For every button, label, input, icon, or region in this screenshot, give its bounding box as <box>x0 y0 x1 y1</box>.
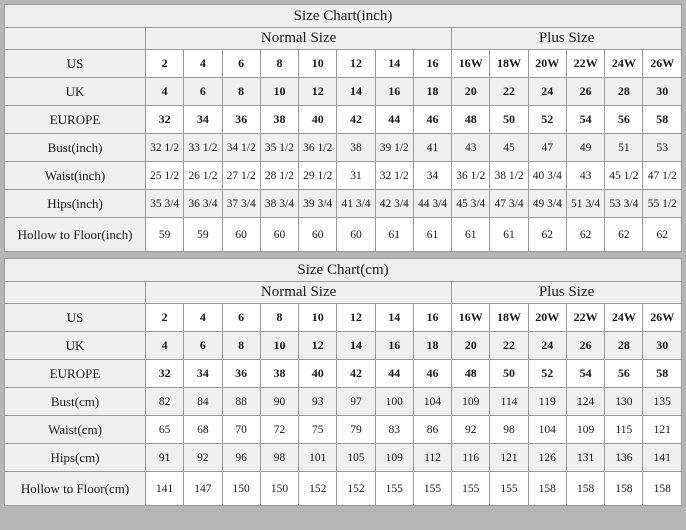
cell: 40 <box>299 360 337 388</box>
cell: 29 1/2 <box>299 162 337 190</box>
cell: 26W <box>643 50 682 78</box>
cell: 155 <box>452 472 490 506</box>
cell: 6 <box>184 332 222 360</box>
cell: 62 <box>643 218 682 252</box>
cell: 59 <box>184 218 222 252</box>
cell: 6 <box>222 304 260 332</box>
cell: 98 <box>260 444 298 472</box>
row-label-waist: Waist(cm) <box>5 416 146 444</box>
cell: 22W <box>566 304 604 332</box>
table-row <box>5 388 682 416</box>
group-spacer <box>5 282 146 304</box>
cell: 141 <box>146 472 184 506</box>
cell: 158 <box>566 472 604 506</box>
cell: 10 <box>299 304 337 332</box>
cell: 124 <box>566 388 604 416</box>
row-label-hips: Hips(cm) <box>5 444 146 472</box>
cell: 28 1/2 <box>260 162 298 190</box>
cell: 52 <box>528 106 566 134</box>
cell: 24W <box>605 50 643 78</box>
cell: 96 <box>222 444 260 472</box>
cell: 44 <box>375 106 413 134</box>
row-label-hips: Hips(inch) <box>5 190 146 218</box>
cell: 36 1/2 <box>452 162 490 190</box>
cell: 33 1/2 <box>184 134 222 162</box>
cell: 36 3/4 <box>184 190 222 218</box>
row-label-bust: Bust(inch) <box>5 134 146 162</box>
cell: 16 <box>413 50 451 78</box>
cell: 47 <box>528 134 566 162</box>
cell: 22W <box>566 50 604 78</box>
cell: 130 <box>605 388 643 416</box>
cell: 34 <box>184 360 222 388</box>
cell: 46 <box>413 106 451 134</box>
table-row <box>5 78 682 106</box>
cell: 49 <box>566 134 604 162</box>
cell: 116 <box>452 444 490 472</box>
cell: 42 3/4 <box>375 190 413 218</box>
cell: 121 <box>490 444 528 472</box>
cell: 100 <box>375 388 413 416</box>
cell: 147 <box>184 472 222 506</box>
cell: 131 <box>566 444 604 472</box>
cell: 25 1/2 <box>146 162 184 190</box>
cell: 16W <box>452 50 490 78</box>
cell: 4 <box>146 332 184 360</box>
cell: 20 <box>452 332 490 360</box>
row-label-waist: Waist(inch) <box>5 162 146 190</box>
cell: 18 <box>413 332 451 360</box>
cell: 136 <box>605 444 643 472</box>
cell: 55 1/2 <box>643 190 682 218</box>
cell: 121 <box>643 416 682 444</box>
cell: 36 1/2 <box>299 134 337 162</box>
table-row <box>5 416 682 444</box>
row-label-europe: EUROPE <box>5 106 146 134</box>
cell: 109 <box>452 388 490 416</box>
cell: 51 <box>605 134 643 162</box>
cell: 6 <box>184 78 222 106</box>
cell: 14 <box>375 304 413 332</box>
cell: 34 <box>184 106 222 134</box>
row-label-uk: UK <box>5 78 146 106</box>
cell: 38 <box>337 134 375 162</box>
cell: 52 <box>528 360 566 388</box>
cell: 86 <box>413 416 451 444</box>
cell: 79 <box>337 416 375 444</box>
cell: 14 <box>337 332 375 360</box>
cell: 61 <box>490 218 528 252</box>
cell: 51 3/4 <box>566 190 604 218</box>
cell: 48 <box>452 106 490 134</box>
cell: 42 <box>337 360 375 388</box>
cell: 35 3/4 <box>146 190 184 218</box>
cell: 61 <box>375 218 413 252</box>
cell: 12 <box>299 332 337 360</box>
row-label-hollow-to-floor: Hollow to Floor(inch) <box>5 218 146 252</box>
cell: 36 <box>222 360 260 388</box>
cell: 93 <box>299 388 337 416</box>
cell: 56 <box>605 360 643 388</box>
cell: 4 <box>146 78 184 106</box>
cell: 158 <box>528 472 566 506</box>
cell: 101 <box>299 444 337 472</box>
cell: 18 <box>413 78 451 106</box>
cell: 38 <box>260 106 298 134</box>
row-label-hollow-to-floor: Hollow to Floor(cm) <box>5 472 146 506</box>
cell: 49 3/4 <box>528 190 566 218</box>
cell: 26W <box>643 304 682 332</box>
cell: 75 <box>299 416 337 444</box>
cell: 38 1/2 <box>490 162 528 190</box>
cell: 115 <box>605 416 643 444</box>
cell: 50 <box>490 360 528 388</box>
cell: 28 <box>605 332 643 360</box>
cell: 152 <box>337 472 375 506</box>
group-plus-size: Plus Size <box>452 28 682 50</box>
cell: 37 3/4 <box>222 190 260 218</box>
chart-group-row <box>5 28 682 50</box>
cell: 12 <box>337 304 375 332</box>
cell: 40 3/4 <box>528 162 566 190</box>
table-row <box>5 162 682 190</box>
cell: 54 <box>566 360 604 388</box>
cell: 34 <box>413 162 451 190</box>
cell: 60 <box>222 218 260 252</box>
cell: 8 <box>222 332 260 360</box>
table-row <box>5 50 682 78</box>
cell: 26 1/2 <box>184 162 222 190</box>
cell: 54 <box>566 106 604 134</box>
cell: 12 <box>299 78 337 106</box>
cell: 45 <box>490 134 528 162</box>
cell: 41 3/4 <box>337 190 375 218</box>
chart-title-row <box>5 259 682 282</box>
cell: 84 <box>184 388 222 416</box>
group-plus-size: Plus Size <box>452 282 682 304</box>
cell: 60 <box>260 218 298 252</box>
cell: 14 <box>375 50 413 78</box>
cell: 105 <box>337 444 375 472</box>
cell: 150 <box>222 472 260 506</box>
cell: 35 1/2 <box>260 134 298 162</box>
cell: 24 <box>528 332 566 360</box>
cell: 141 <box>643 444 682 472</box>
cell: 26 <box>566 332 604 360</box>
cell: 97 <box>337 388 375 416</box>
table-row <box>5 106 682 134</box>
cell: 44 3/4 <box>413 190 451 218</box>
cell: 112 <box>413 444 451 472</box>
cell: 10 <box>260 78 298 106</box>
cell: 56 <box>605 106 643 134</box>
cell: 135 <box>643 388 682 416</box>
cell: 119 <box>528 388 566 416</box>
cell: 8 <box>260 304 298 332</box>
cell: 158 <box>643 472 682 506</box>
cell: 16 <box>413 304 451 332</box>
cell: 104 <box>528 416 566 444</box>
cell: 158 <box>605 472 643 506</box>
cell: 22 <box>490 78 528 106</box>
cell: 126 <box>528 444 566 472</box>
cell: 10 <box>299 50 337 78</box>
cell: 155 <box>375 472 413 506</box>
cell: 20W <box>528 304 566 332</box>
cell: 16W <box>452 304 490 332</box>
table-row <box>5 332 682 360</box>
cell: 12 <box>337 50 375 78</box>
cell: 68 <box>184 416 222 444</box>
cell: 14 <box>337 78 375 106</box>
row-label-europe: EUROPE <box>5 360 146 388</box>
chart-title-row <box>5 5 682 28</box>
cell: 46 <box>413 360 451 388</box>
cell: 92 <box>452 416 490 444</box>
table-row <box>5 134 682 162</box>
cell: 47 3/4 <box>490 190 528 218</box>
cell: 4 <box>184 50 222 78</box>
cell: 42 <box>337 106 375 134</box>
cell: 88 <box>222 388 260 416</box>
cell: 155 <box>490 472 528 506</box>
size-chart-inch <box>4 4 682 252</box>
cell: 31 <box>337 162 375 190</box>
group-normal-size: Normal Size <box>146 28 452 50</box>
cell: 48 <box>452 360 490 388</box>
cell: 24 <box>528 78 566 106</box>
cell: 114 <box>490 388 528 416</box>
cell: 61 <box>452 218 490 252</box>
cell: 62 <box>566 218 604 252</box>
cell: 150 <box>260 472 298 506</box>
cell: 8 <box>222 78 260 106</box>
cell: 41 <box>413 134 451 162</box>
row-label-uk: UK <box>5 332 146 360</box>
table-row <box>5 444 682 472</box>
cell: 2 <box>146 304 184 332</box>
cell: 32 <box>146 360 184 388</box>
chart-title: Size Chart(inch) <box>5 5 682 28</box>
cell: 91 <box>146 444 184 472</box>
cell: 155 <box>413 472 451 506</box>
cell: 38 3/4 <box>260 190 298 218</box>
cell: 82 <box>146 388 184 416</box>
cell: 98 <box>490 416 528 444</box>
cell: 22 <box>490 332 528 360</box>
chart-group-row <box>5 282 682 304</box>
cell: 24W <box>605 304 643 332</box>
cell: 27 1/2 <box>222 162 260 190</box>
table-row <box>5 218 682 252</box>
cell: 45 1/2 <box>605 162 643 190</box>
cell: 26 <box>566 78 604 106</box>
cell: 32 <box>146 106 184 134</box>
cell: 10 <box>260 332 298 360</box>
cell: 90 <box>260 388 298 416</box>
cell: 32 1/2 <box>375 162 413 190</box>
cell: 59 <box>146 218 184 252</box>
size-chart-cm <box>4 258 682 506</box>
cell: 70 <box>222 416 260 444</box>
cell: 36 <box>222 106 260 134</box>
cell: 60 <box>299 218 337 252</box>
cell: 4 <box>184 304 222 332</box>
cell: 20W <box>528 50 566 78</box>
table-row <box>5 472 682 506</box>
table-row <box>5 360 682 388</box>
cell: 53 3/4 <box>605 190 643 218</box>
cell: 53 <box>643 134 682 162</box>
cell: 45 3/4 <box>452 190 490 218</box>
group-normal-size: Normal Size <box>146 282 452 304</box>
cell: 39 1/2 <box>375 134 413 162</box>
cell: 62 <box>605 218 643 252</box>
cell: 50 <box>490 106 528 134</box>
cell: 30 <box>643 78 682 106</box>
chart-title: Size Chart(cm) <box>5 259 682 282</box>
cell: 20 <box>452 78 490 106</box>
cell: 109 <box>375 444 413 472</box>
cell: 28 <box>605 78 643 106</box>
cell: 2 <box>146 50 184 78</box>
cell: 72 <box>260 416 298 444</box>
cell: 83 <box>375 416 413 444</box>
cell: 58 <box>643 106 682 134</box>
cell: 104 <box>413 388 451 416</box>
cell: 60 <box>337 218 375 252</box>
cell: 58 <box>643 360 682 388</box>
row-label-us: US <box>5 304 146 332</box>
cell: 44 <box>375 360 413 388</box>
cell: 109 <box>566 416 604 444</box>
cell: 65 <box>146 416 184 444</box>
cell: 34 1/2 <box>222 134 260 162</box>
cell: 92 <box>184 444 222 472</box>
cell: 16 <box>375 78 413 106</box>
row-label-us: US <box>5 50 146 78</box>
cell: 61 <box>413 218 451 252</box>
cell: 38 <box>260 360 298 388</box>
cell: 8 <box>260 50 298 78</box>
table-row <box>5 304 682 332</box>
cell: 32 1/2 <box>146 134 184 162</box>
cell: 47 1/2 <box>643 162 682 190</box>
table-row <box>5 190 682 218</box>
cell: 152 <box>299 472 337 506</box>
cell: 18W <box>490 304 528 332</box>
cell: 40 <box>299 106 337 134</box>
cell: 6 <box>222 50 260 78</box>
cell: 18W <box>490 50 528 78</box>
group-spacer <box>5 28 146 50</box>
cell: 62 <box>528 218 566 252</box>
cell: 39 3/4 <box>299 190 337 218</box>
cell: 43 <box>566 162 604 190</box>
cell: 16 <box>375 332 413 360</box>
cell: 30 <box>643 332 682 360</box>
cell: 43 <box>452 134 490 162</box>
row-label-bust: Bust(cm) <box>5 388 146 416</box>
